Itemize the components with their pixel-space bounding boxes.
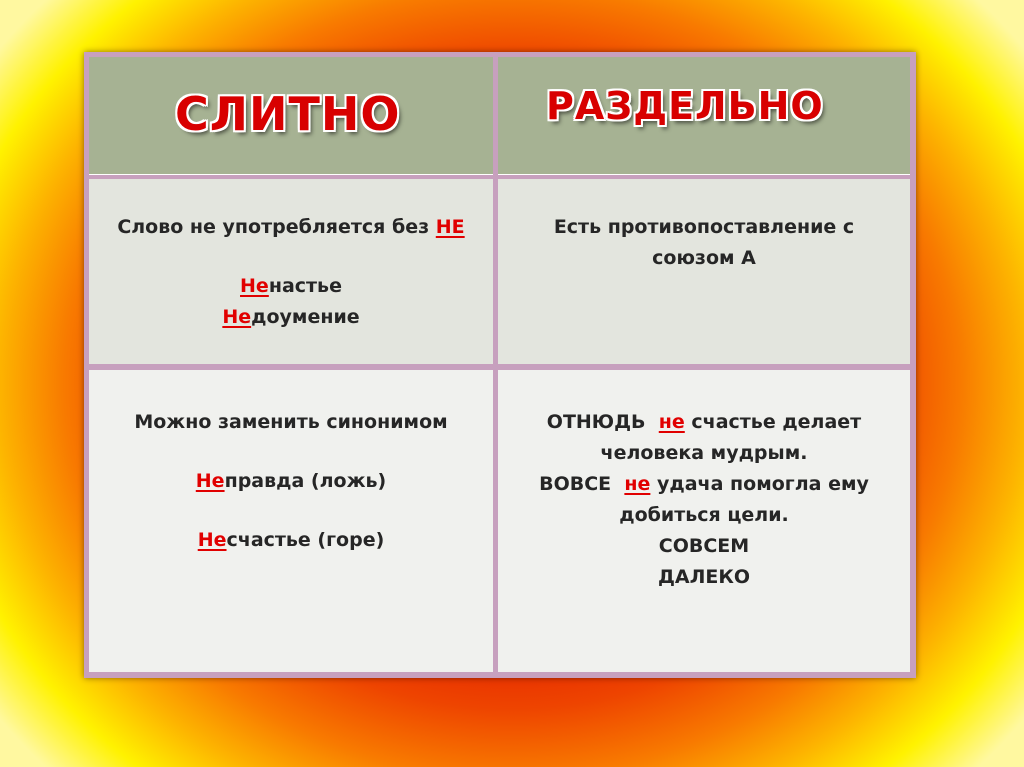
- highlight-ne: Не: [195, 470, 225, 492]
- rule-cell-separate: [498, 179, 910, 364]
- header-cell-right: [498, 57, 910, 175]
- header-title-together: СЛИТНО: [175, 87, 401, 141]
- example-line: человека мудрым.: [600, 442, 808, 464]
- example-line: ДАЛЕКО: [657, 566, 751, 588]
- examples-cell-separate: [498, 370, 910, 672]
- example-line: Неправда (ложь): [195, 470, 387, 492]
- highlight-ne: Не: [222, 306, 252, 328]
- header-title-separate: РАЗДЕЛЬНО: [546, 84, 824, 128]
- synonym-cell-together: [89, 370, 493, 672]
- header-cell-left: [89, 57, 493, 175]
- highlight-ne: Не: [240, 275, 269, 297]
- rule-text: Можно заменить синонимом: [134, 411, 448, 433]
- example-line: СОВСЕМ: [658, 535, 750, 557]
- example-line: Ненастье: [240, 275, 342, 297]
- rule-text: Слово не употребляется без НЕ: [117, 216, 465, 238]
- example-line: Несчастье (горе): [197, 529, 385, 551]
- highlight-ne: не: [624, 473, 651, 495]
- example-line: ОТНЮДЬ не счастье делает: [546, 411, 862, 433]
- example-line: ВОВСЕ не удача помогла ему: [539, 473, 869, 495]
- rule-text: союзом А: [652, 247, 756, 269]
- rules-table: [84, 52, 916, 678]
- rule-cell-together: [89, 179, 493, 364]
- example-line: Недоумение: [222, 306, 360, 328]
- rule-text: Есть противопоставление с: [553, 216, 855, 238]
- highlight-ne: не: [658, 411, 685, 433]
- highlight-ne: Не: [197, 529, 227, 551]
- example-line: добиться цели.: [619, 504, 789, 526]
- highlight-ne: НЕ: [435, 216, 465, 238]
